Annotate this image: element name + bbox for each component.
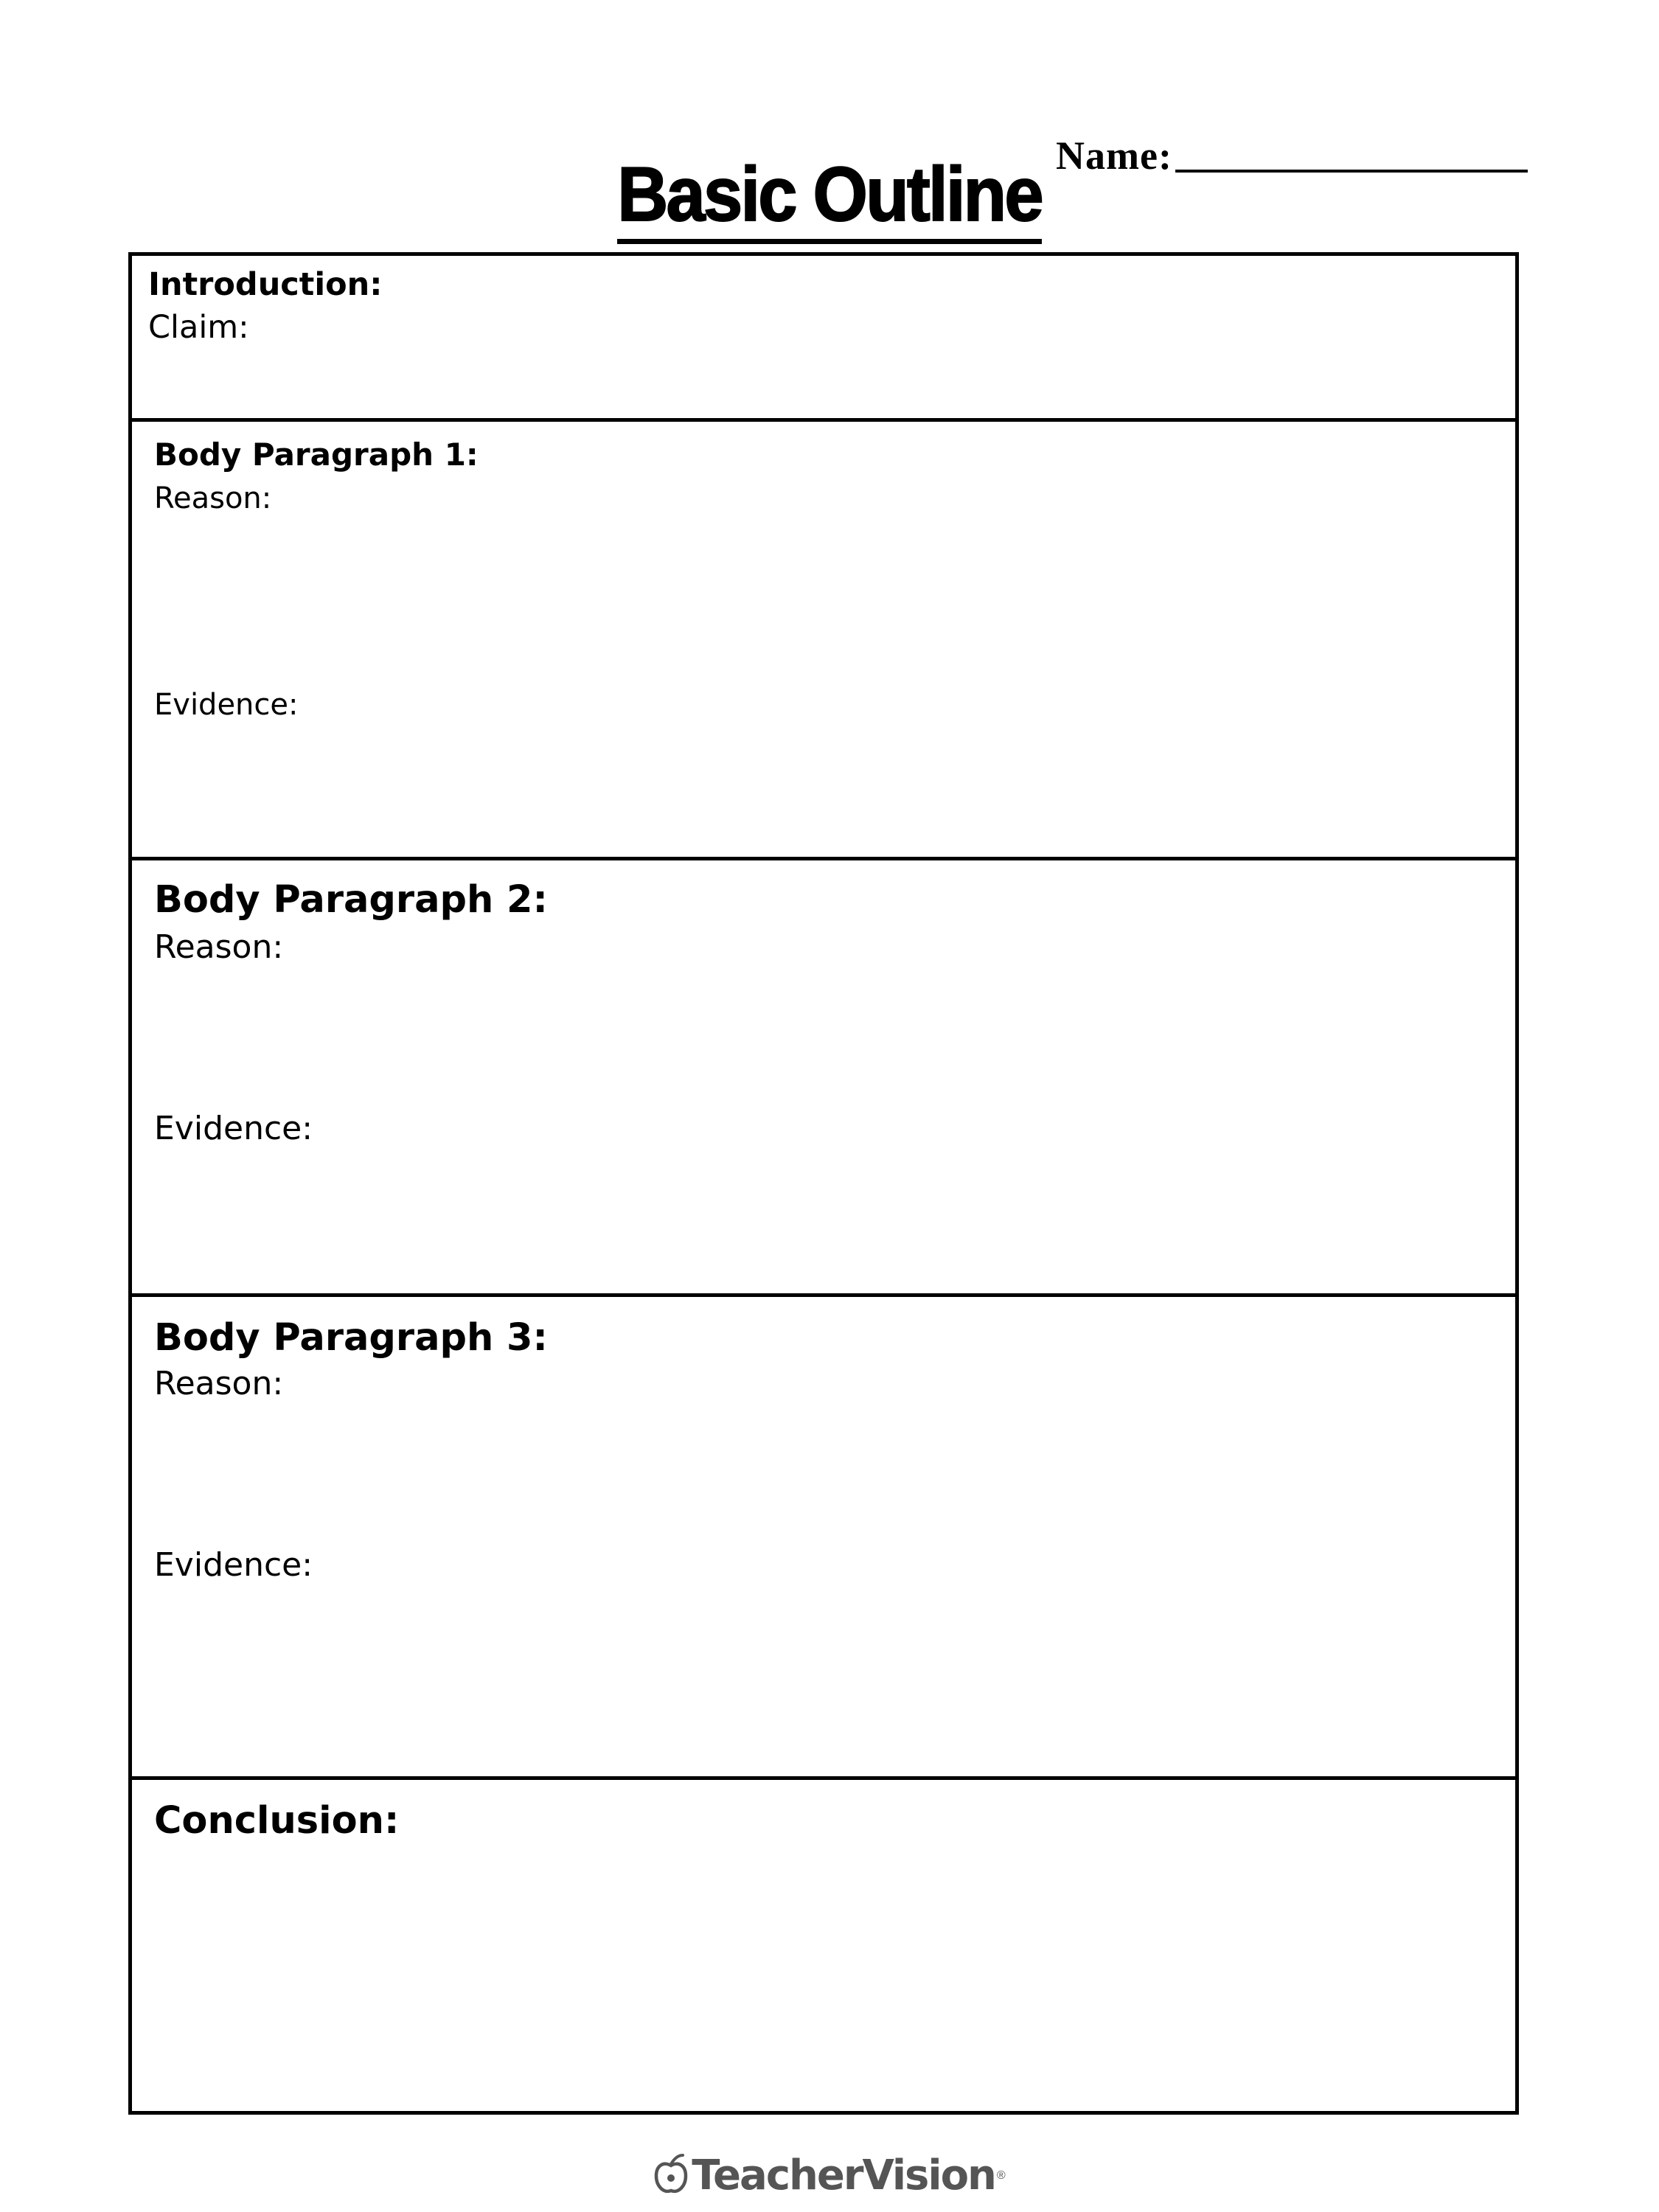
page-title: Basic Outline: [617, 152, 1042, 244]
section-introduction[interactable]: [132, 256, 1515, 422]
apple-icon: [653, 2152, 689, 2199]
conclusion-heading: Conclusion:: [154, 1799, 400, 1843]
outline-table: [128, 252, 1519, 2115]
brand-name: TeacherVision: [692, 2152, 995, 2199]
body1-evidence-label: Evidence:: [154, 688, 299, 722]
teachervision-logo: [653, 2152, 1005, 2199]
section-body-paragraph-2[interactable]: [132, 860, 1515, 1297]
body2-heading: Body Paragraph 2:: [154, 878, 548, 922]
body2-evidence-label: Evidence:: [154, 1110, 313, 1147]
body3-reason-label: Reason:: [154, 1365, 284, 1402]
body3-heading: Body Paragraph 3:: [154, 1316, 548, 1360]
introduction-heading: Introduction:: [148, 266, 383, 303]
section-body-paragraph-1[interactable]: [132, 422, 1515, 860]
claim-label: Claim:: [148, 309, 249, 346]
footer: [0, 2152, 1659, 2199]
section-conclusion[interactable]: [132, 1780, 1515, 2111]
body3-evidence-label: Evidence:: [154, 1546, 313, 1584]
section-body-paragraph-3[interactable]: [132, 1297, 1515, 1780]
body1-heading: Body Paragraph 1:: [154, 437, 479, 473]
name-label: Name:: [1056, 133, 1172, 178]
registered-mark: ®: [996, 2168, 1006, 2182]
body2-reason-label: Reason:: [154, 928, 284, 966]
body1-reason-label: Reason:: [154, 481, 272, 515]
